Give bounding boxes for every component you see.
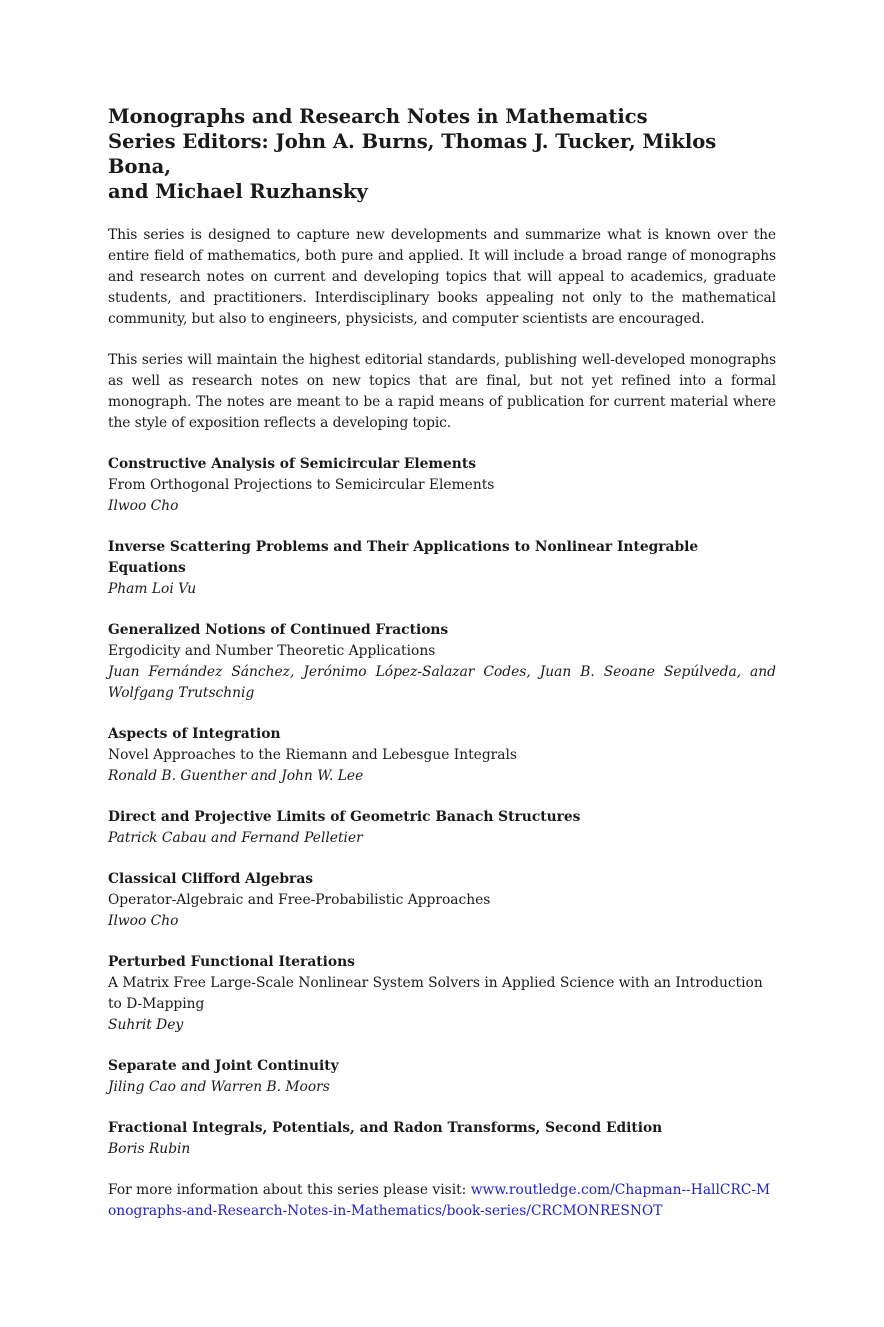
- book-title: Aspects of Integration: [108, 726, 281, 742]
- book-item: [108, 537, 776, 600]
- book-item: [108, 620, 776, 704]
- book-title: Generalized Notions of Continued Fractions: [108, 622, 449, 638]
- book-authors: Jiling Cao and Warren B. Moors: [108, 1079, 330, 1095]
- book-authors: Ronald B. Guenther and John W. Lee: [108, 768, 364, 784]
- editorial-standards-paragraph: This series will maintain the highest editorial standards, publishing well-developed monographs as well as research notes on new topics that are final, but not yet refined into a formal monograph. The notes are meant to be a rapid means of publication for current material where the style of exposition reflects a developing topic.: [108, 352, 776, 431]
- book-title: Direct and Projective Limits of Geometric Banach Structures: [108, 809, 581, 825]
- book-subtitle: Operator-Algebraic and Free-Probabilistic Approaches: [108, 892, 491, 908]
- book-authors: Boris Rubin: [108, 1141, 191, 1157]
- book-authors: Patrick Cabau and Fernand Pelletier: [108, 830, 363, 846]
- book-item: [108, 1118, 776, 1160]
- book-authors: Ilwoo Cho: [108, 498, 179, 514]
- book-item: [108, 952, 776, 1036]
- book-title: Perturbed Functional Iterations: [108, 954, 355, 970]
- book-authors: Pham Loi Vu: [108, 581, 197, 597]
- series-description-paragraph: This series is designed to capture new developments and summarize what is known over the entire field of mathematics, both pure and applied. It will include a broad range of monographs and research notes on current and developing topics that will appeal to academics, graduate students, and practitioners. Interdisciplinary books appealing not only to the mathematical community, but also to engineers, physicists, and computer scientists are encouraged.: [108, 227, 776, 327]
- book-subtitle: Ergodicity and Number Theoretic Applications: [108, 643, 436, 659]
- book-list: [108, 454, 776, 1160]
- series-title: Monographs and Research Notes in Mathematics: [108, 105, 648, 128]
- book-item: [108, 807, 776, 849]
- page-content: [108, 104, 776, 1222]
- book-item: [108, 724, 776, 787]
- more-info: [108, 1180, 776, 1222]
- series-editors-line-2: and Michael Ruzhansky: [108, 180, 368, 203]
- series-website-link[interactable]: www.routledge.com/Chapman--HallCRC-Monographs-and-Research-Notes-in-Mathematics/book-series/CRCMONRESNOT: [108, 1182, 771, 1219]
- series-heading: [108, 104, 776, 204]
- book-title: Fractional Integrals, Potentials, and Radon Transforms, Second Edition: [108, 1120, 663, 1136]
- book-title: Classical Clifford Algebras: [108, 871, 314, 887]
- book-item: [108, 454, 776, 517]
- book-subtitle: Novel Approaches to the Riemann and Lebesgue Integrals: [108, 747, 517, 763]
- book-authors: Ilwoo Cho: [108, 913, 179, 929]
- book-title: Constructive Analysis of Semicircular Elements: [108, 456, 476, 472]
- book-subtitle: A Matrix Free Large-Scale Nonlinear System Solvers in Applied Science with an Introduction to D-Mapping: [108, 975, 763, 1012]
- book-item: [108, 869, 776, 932]
- book-authors: Juan Fernández Sánchez, Jerónimo López-Salazar Codes, Juan B. Seoane Sepúlveda, and Wolfgang Trutschnig: [108, 664, 776, 701]
- book-title: Inverse Scattering Problems and Their Applications to Nonlinear Integrable Equations: [108, 539, 699, 576]
- book-title: Separate and Joint Continuity: [108, 1058, 339, 1074]
- series-editors-line-1: Series Editors: John A. Burns, Thomas J. Tucker, Miklos Bona,: [108, 130, 717, 178]
- book-item: [108, 1056, 776, 1098]
- book-authors: Suhrit Dey: [108, 1017, 184, 1033]
- more-info-text: For more information about this series please visit:: [108, 1182, 471, 1198]
- book-subtitle: From Orthogonal Projections to Semicircular Elements: [108, 477, 495, 493]
